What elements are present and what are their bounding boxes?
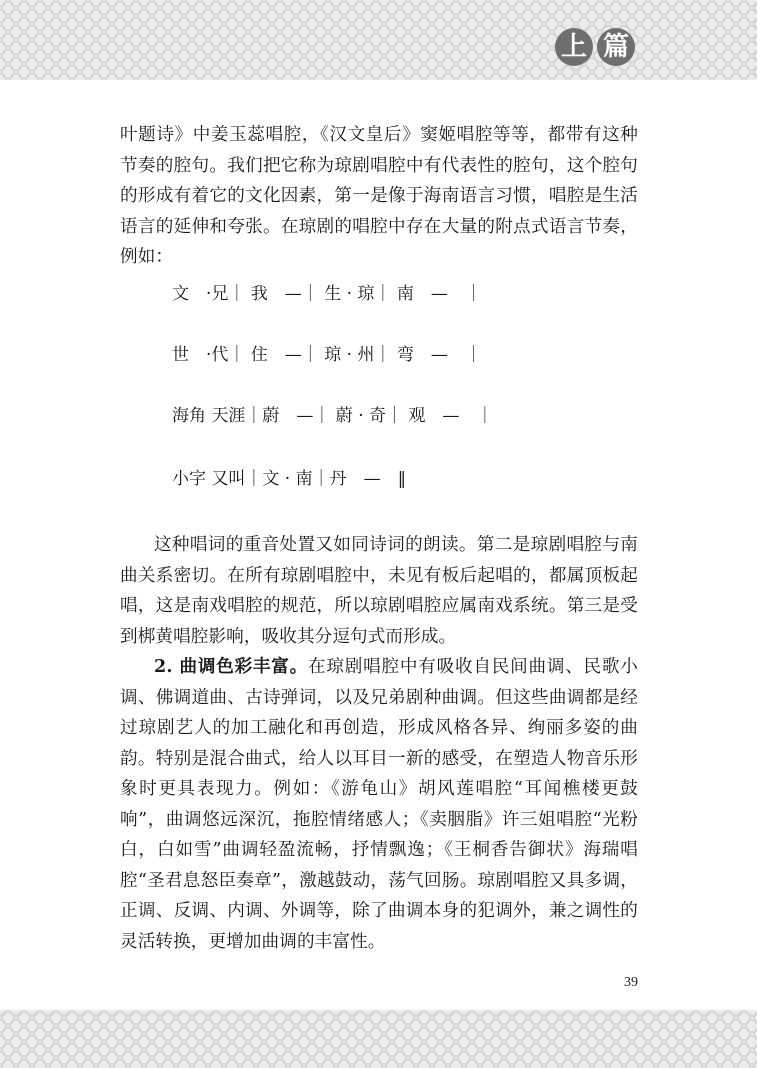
body-paragraph: 叶题诗》中姜玉蕊唱腔，《汉文皇后》窦姬唱腔等等，都带有这种节奏的腔句。我们把它称为琼剧唱腔中有代表性的腔句，这个腔句的形成有着它的文化因素，第一是像于海南语言习惯，唱腔是生活语言的延伸和夸张。在琼剧的唱腔中存在大量的附点式语言节奏，例如： — [120, 125, 638, 267]
chapter-badge — [555, 28, 635, 66]
section-heading: 2. 曲调色彩丰富。 — [154, 656, 309, 677]
notation-line: 海角 天涯｜蔚 —｜ 蔚 · 奇｜ 观 — ｜ — [172, 406, 494, 426]
body-paragraph: 这种唱词的重音处置又如同诗词的朗读。第二是琼剧唱腔与南曲关系密切。在所有琼剧唱腔中，未见有板后起唱的，都属顶板起唱，这是南戏唱腔的规范，所以琼剧唱腔应属南戏系统。第三是受到梆黄唱腔影响，吸收其分逗句式而形成。 — [120, 535, 638, 647]
footer-pattern-band — [0, 1010, 757, 1068]
body-paragraph — [120, 652, 638, 957]
chapter-badge-char: 上 — [555, 28, 593, 66]
header-pattern-band — [0, 0, 757, 80]
section-body: 在琼剧唱腔中有吸收自民间曲调、民歌小调、佛调道曲、古诗弹词，以及兄弟剧种曲调。但这些曲调都是经过琼剧艺人的加工融化和再创造，形成风格各异、绚丽多姿的曲韵。特别是混合曲式，给人以耳目一新的感受，在塑造人物音乐形象时更具表现力。例如：《游龟山》胡风莲唱腔“耳闻樵楼更鼓响”，曲调悠远深沉，拖腔情绪感人；《卖胭脂》许三姐唱腔“光粉白，白如雪”曲调轻盈流畅，抒情飘逸；《王桐香告御状》海瑞唱腔“圣君息怒臣奏章”，激越鼓动，荡气回肠。琼剧唱腔又具多调，正调、反调、内调、外调等，除了曲调本身的犯调外，兼之调性的灵活转换，更增加曲调的丰富性。 — [120, 657, 638, 952]
notation-line: 文 ·兄｜ 我 —｜ 生 · 琼｜ 南 — ｜ — [172, 284, 482, 304]
notation-line: 世 ·代｜ 住 —｜ 琼 · 州｜ 弯 — ｜ — [172, 345, 482, 365]
notation-line: 小字 又叫｜文 · 南｜丹 — ‖ — [172, 469, 407, 489]
page-number: 39 — [624, 975, 638, 990]
chapter-badge-char: 篇 — [597, 28, 635, 66]
